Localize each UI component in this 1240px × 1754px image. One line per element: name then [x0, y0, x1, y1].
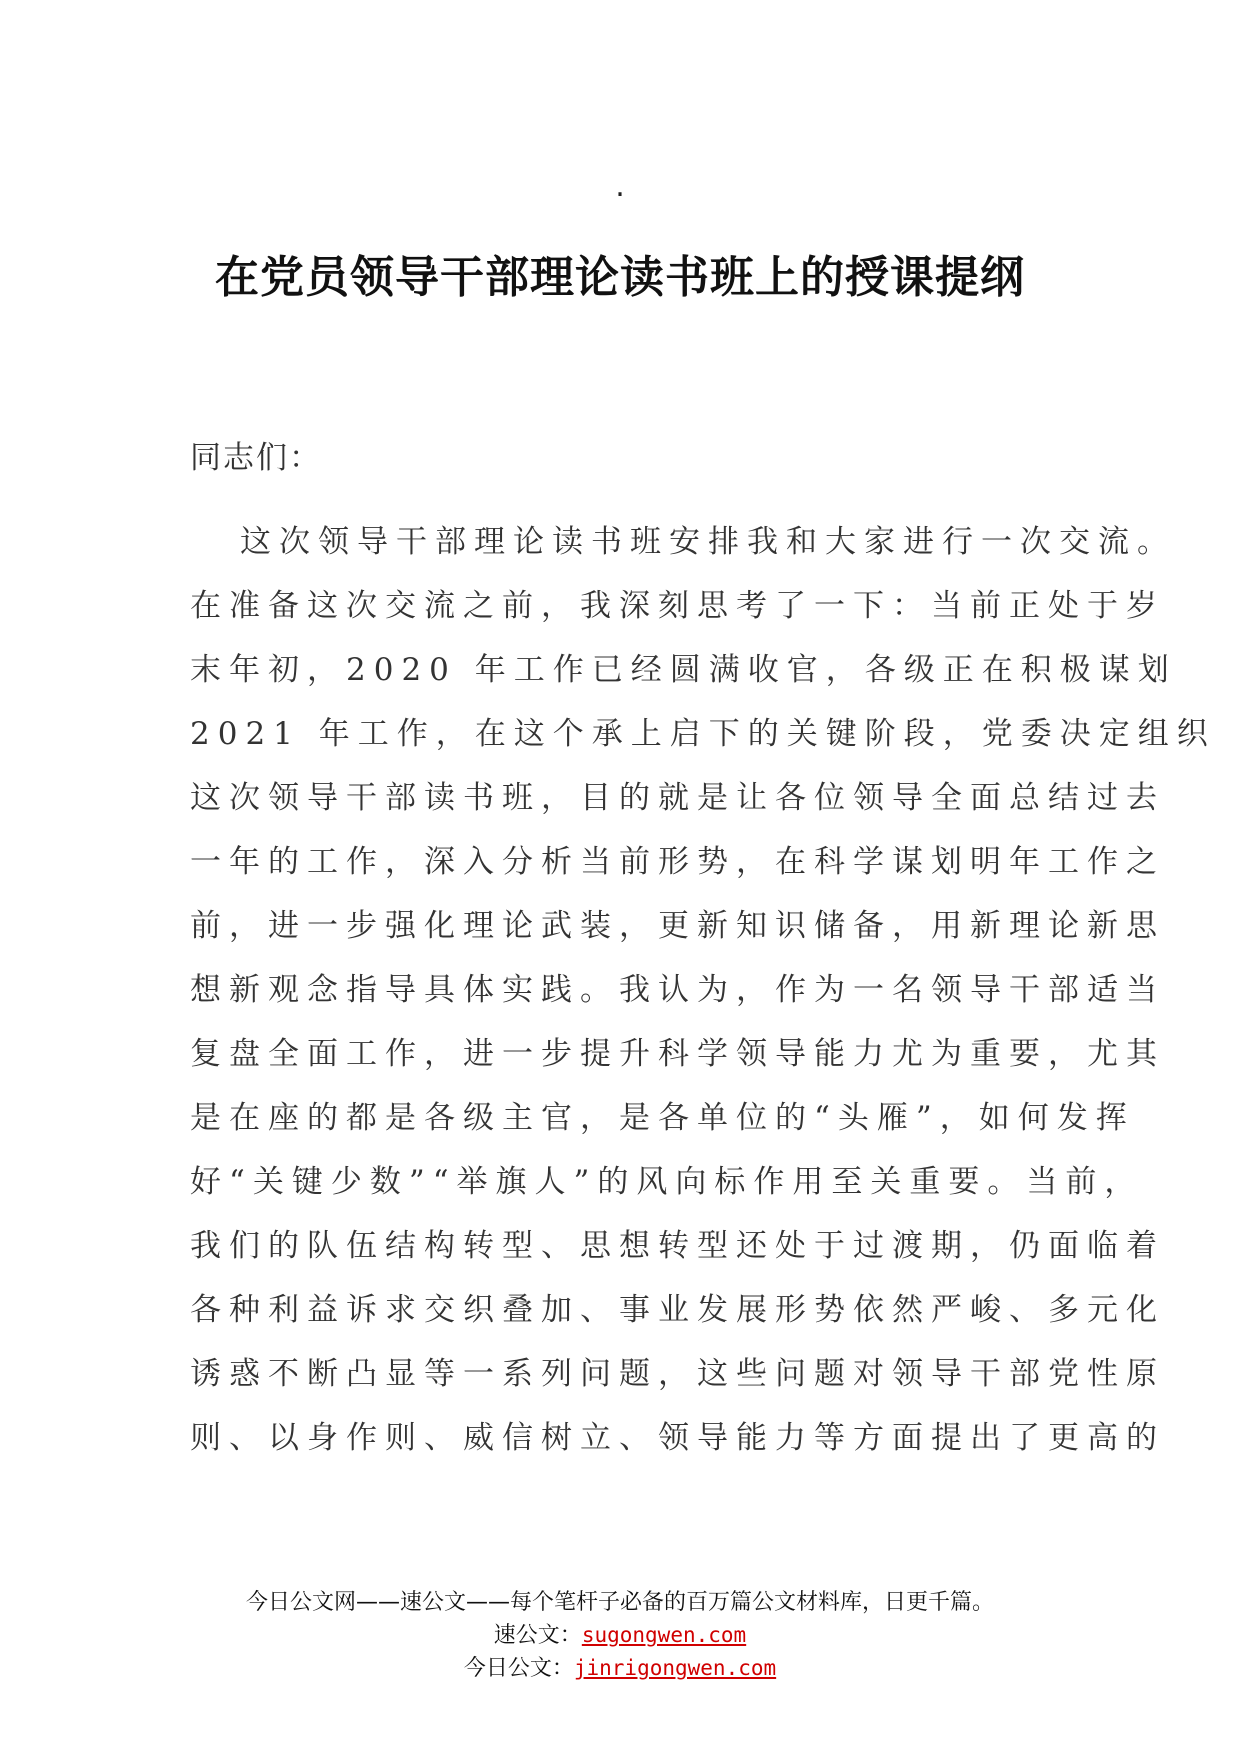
paragraph-line: 复盘全面工作，进一步提升科学领导能力尤为重要，尤其	[190, 1036, 1165, 1072]
paragraph-line: 好“关键少数”“举旗人”的风向标作用至关重要。当前，	[190, 1164, 1144, 1200]
paragraph-line: 我们的队伍结构转型、思想转型还处于过渡期，仍面临着	[190, 1228, 1165, 1264]
sugongwen-link[interactable]: sugongwen.com	[581, 1623, 747, 1647]
footer	[0, 1587, 1240, 1685]
paragraph-line: 这次领导干部读书班，目的就是让各位领导全面总结过去	[190, 780, 1165, 816]
footer-tagline: 今日公文网——速公文——每个笔杆子必备的百万篇公文材料库，日更千篇。	[245, 1590, 994, 1615]
page-title: 在党员领导干部理论读书班上的授课提纲	[215, 252, 1025, 303]
footer-sugong-row	[0, 1619, 1240, 1652]
footer-jinri-row	[0, 1652, 1240, 1685]
paragraph-line: 前，进一步强化理论武装，更新知识储备，用新理论新思	[190, 908, 1165, 944]
paragraph-line: 则、以身作则、威信树立、领导能力等方面提出了更高的	[190, 1420, 1165, 1456]
footer-jinri-label: 今日公文：	[463, 1656, 574, 1681]
paragraph-line: 各种利益诉求交织叠加、事业发展形势依然严峻、多元化	[190, 1292, 1165, 1328]
paragraph-line: 诱惑不断凸显等一系列问题，这些问题对领导干部党性原	[190, 1356, 1165, 1392]
salutation: 同志们：	[190, 440, 322, 476]
body-paragraph	[190, 510, 1216, 1470]
paragraph-line: 这次领导干部理论读书班安排我和大家进行一次交流。	[240, 524, 1176, 560]
jinrigongwen-link[interactable]: jinrigongwen.com	[573, 1656, 777, 1680]
footer-sugong-label: 速公文：	[493, 1623, 582, 1648]
paragraph-line: 是在座的都是各级主官，是各单位的“头雁”，如何发挥	[190, 1100, 1135, 1136]
paragraph-line: 想新观念指导具体实践。我认为，作为一名领导干部适当	[190, 972, 1165, 1008]
header-mark: .	[615, 169, 625, 204]
paragraph-line: 在准备这次交流之前，我深刻思考了一下：当前正处于岁	[190, 588, 1165, 624]
paragraph-line: 一年的工作，深入分析当前形势，在科学谋划明年工作之	[190, 844, 1165, 880]
paragraph-line: 2021 年工作，在这个承上启下的关键阶段，党委决定组织	[190, 716, 1216, 752]
paragraph-line: 末年初，2020 年工作已经圆满收官，各级正在积极谋划	[190, 652, 1177, 688]
